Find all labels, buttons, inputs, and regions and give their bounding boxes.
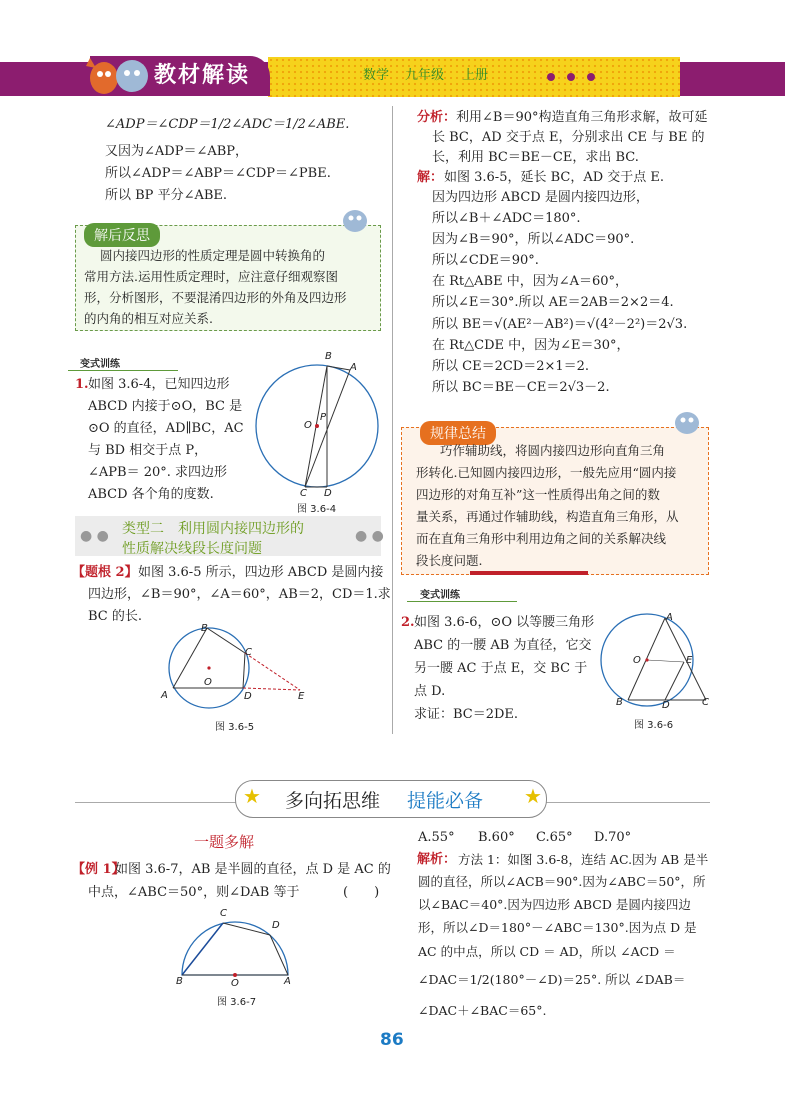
banner-text-left: 多向拓思维 [285,790,381,812]
proof-line-1: ∠ADP＝∠CDP＝1/2∠ADC＝1/2∠ABE. [105,117,350,132]
fig6-label-o: O [633,655,641,666]
fig6-label-c: C [702,697,709,708]
option-a: A.55° [418,830,455,845]
fig5-label-o: O [204,677,212,688]
fig6-label-a: A [666,612,673,623]
fig4-label-o: O [304,420,312,431]
exercise1-line-2: ABCD 内接于⊙O，BC 是 [88,399,243,414]
fig6-caption: 图 3.6-6 [634,720,674,731]
exercise1-underline [68,370,178,371]
elephant-icon [340,206,370,238]
example1-label: 【例 1】 [72,862,125,877]
exercise1-line-5: ∠APB＝ 20°. 求四边形 [88,465,228,480]
exercise1-tag: 变式训练 [80,359,120,370]
fig7-label-d: D [272,920,280,931]
summary-bottom-bar [470,571,588,575]
fig7-label-c: C [220,908,227,919]
fig5-label-e: E [298,691,305,702]
explain-line-5: AC 的中点，所以 CD ＝ AD，所以 ∠ACD ＝ [418,944,676,959]
header-subject: 数学 [363,68,390,83]
summary-line-6: 段长度问题. [416,553,483,568]
explain-line-1: 方法 1：如图 3.6-8，连结 AC.因为 AB 是半 [458,852,709,867]
exercise2-tag: 变式训练 [420,590,460,601]
figure-3-6-5 [160,620,320,720]
explain-line-7: ∠DAC＋∠BAC＝65°. [418,1003,547,1018]
solution-line-9: 在 Rt△CDE 中，因为∠E＝30°， [432,338,630,353]
example1-line-2: 中点，∠ABC＝50°，则∠DAB 等于 [88,885,300,900]
solution-line-8: 所以 BE＝√(AE²－AB²)＝√(4²－2²)＝2√3. [432,317,688,332]
proof-line-4: 所以 BP 平分∠ABE. [105,188,228,203]
analysis-line-2: 长 BC，AD 交于点 E，分别求出 CE 与 BE 的 [432,130,705,145]
fig4-label-b: B [325,351,332,362]
type2-dots-right: ● ● [355,528,384,544]
analysis-line-3: 长，利用 BC＝BE－CE，求出 BC. [432,150,639,165]
exercise2-line-3: 另一腰 AC 于点 E，交 BC 于 [414,661,588,676]
exercise1-line-1: 如图 3.6-4，已知四边形 [88,377,230,392]
header-title: 教材解读 [154,63,251,88]
option-c: C.65° [536,830,573,845]
star-icon-right: ★ [524,784,542,808]
figure-3-6-6 [598,610,713,710]
example2-label: 【题根 2】 [72,565,138,580]
analysis-label: 分析： [417,110,457,125]
option-b: B.60° [478,830,515,845]
fig5-label-b: B [201,623,208,634]
exercise2-number: 2. [401,615,415,630]
summary-line-1: 巧作辅助线，将圆内接四边形向直角三角 [440,443,666,458]
solution-line-10: 所以 CE＝2CD＝2×1＝2. [432,359,590,374]
summary-tag: 规律总结 [420,421,496,445]
page-number: 86 [380,1030,404,1050]
summary-line-4: 量关系，再通过作辅助线，构造直角三角形，从 [416,509,679,524]
exercise1-line-3: ⊙O 的直径，AD∥BC，AC [88,421,244,436]
fig7-label-a: A [284,976,291,987]
exercise2-underline [407,601,517,602]
elephant-icon-2 [672,408,702,440]
solution-line-6: 在 Rt△ABE 中，因为∠A＝60°， [432,274,629,289]
fig5-label-d: D [244,691,252,702]
section-banner [235,780,547,818]
reflection-line-1: 圆内接四边形的性质定理是圆中转换角的 [100,248,326,263]
header-grade: 九年级 [405,68,445,83]
example2-line-1: 如图 3.6-5 所示，四边形 ABCD 是圆内接 [138,565,384,580]
column-divider [392,106,393,734]
explain-line-4: 形，所以∠D＝180°－∠ABC＝130°.因为点 D 是 [418,920,697,935]
proof-line-3: 所以∠ADP＝∠ABP＝∠CDP＝∠PBE. [105,166,331,181]
header-volume: 上册 [462,68,489,83]
mascot-icon [82,48,154,98]
explain-line-6: ∠DAC＝1/2(180°－∠D)＝25°. 所以 ∠DAB＝ [418,972,686,987]
solution-label: 解： [417,170,444,185]
type2-dots-left: ● ● [80,528,109,544]
explain-line-2: 圆的直径，所以∠ACB＝90°.因为∠ABC＝50°，所 [418,874,706,889]
fig6-label-d: D [662,700,670,711]
fig4-caption: 图 3.6-4 [297,504,337,515]
proof-line-2: 又因为∠ADP＝∠ABP， [105,144,249,159]
figure-3-6-7 [170,905,300,985]
explain-line-3: 以∠BAC＝40°.因为四边形 ABCD 是圆内接四边 [418,897,691,912]
reflection-tag: 解后反思 [84,223,160,247]
summary-line-3: 四边形的对角互补”这一性质得出角之间的数 [416,487,660,502]
fig7-label-o: O [231,978,239,989]
type2-title-1: 类型二 利用圆内接四边形的 [122,521,304,537]
star-icon-left: ★ [243,784,261,808]
solution-line-5: 所以∠CDE＝90°. [432,253,539,268]
reflection-line-4: 的内角的相互对应关系. [84,311,213,326]
banner-text-right: 提能必备 [407,790,484,812]
solution-line-11: 所以 BC＝BE－CE＝2√3－2. [432,380,610,395]
solution-line-1: 如图 3.6-5，延长 BC，AD 交于点 E. [444,170,665,185]
solution-line-2: 因为四边形 ABCD 是圆内接四边形， [432,190,649,205]
fig5-label-c: C [245,647,252,658]
solution-line-3: 所以∠B＋∠ADC＝180°. [432,211,581,226]
example1-line-1: 如图 3.6-7，AB 是半圆的直径，点 D 是 AC 的 [115,862,391,877]
fig6-label-b: B [616,697,623,708]
fig7-caption: 图 3.6-7 [217,997,257,1008]
option-d: D.70° [594,830,632,845]
header-dots [545,68,605,87]
fig7-label-b: B [176,976,183,987]
exercise2-line-1: 如图 3.6-6，⊙O 以等腰三角形 [414,615,595,630]
figure-3-6-4 [255,350,385,510]
fig4-label-d: D [324,488,332,499]
analysis-line-1: 利用∠B＝90°构造直角三角形求解，故可延 [456,110,708,125]
fig4-label-c: C [300,488,307,499]
one-problem-heading: 一题多解 [194,833,255,851]
solution-line-4: 因为∠B＝90°，所以∠ADC＝90°. [432,232,635,247]
fig4-label-a: A [350,362,357,373]
exercise1-line-4: 与 BD 相交于点 P， [88,443,208,458]
example2-line-3: BC 的长. [88,609,143,624]
exercise2-line-2: ABC 的一腰 AB 为直径，它交 [414,638,592,653]
reflection-line-3: 形，分析图形，不要混淆四边形的外角及四边形 [84,290,347,305]
fig5-caption: 图 3.6-5 [215,722,255,733]
exercise1-line-6: ABCD 各个角的度数. [88,487,214,502]
fig4-label-p: P [320,412,327,423]
fig6-label-e: E [686,655,693,666]
type2-title-2: 性质解决线段长度问题 [122,541,262,557]
explain-label: 解析： [417,852,457,867]
summary-line-5: 而在直角三角形中利用边角之间的关系解决线 [416,531,667,546]
summary-line-2: 形转化.已知圆内接四边形，一般先应用“圆内接 [416,465,677,480]
solution-line-7: 所以∠E＝30°.所以 AE＝2AB＝2×2＝4. [432,295,674,310]
exercise1-number: 1. [75,377,89,392]
exercise2-line-4: 点 D. [414,684,446,699]
example1-answer-blank: ( ) [343,885,380,900]
example2-line-2: 四边形，∠B＝90°，∠A＝60°，AB＝2，CD＝1.求 [88,587,391,602]
exercise2-line-5: 求证：BC＝2DE. [414,707,519,722]
reflection-line-2: 常用方法.运用性质定理时，应注意仔细观察图 [84,269,338,284]
fig5-label-a: A [161,690,168,701]
